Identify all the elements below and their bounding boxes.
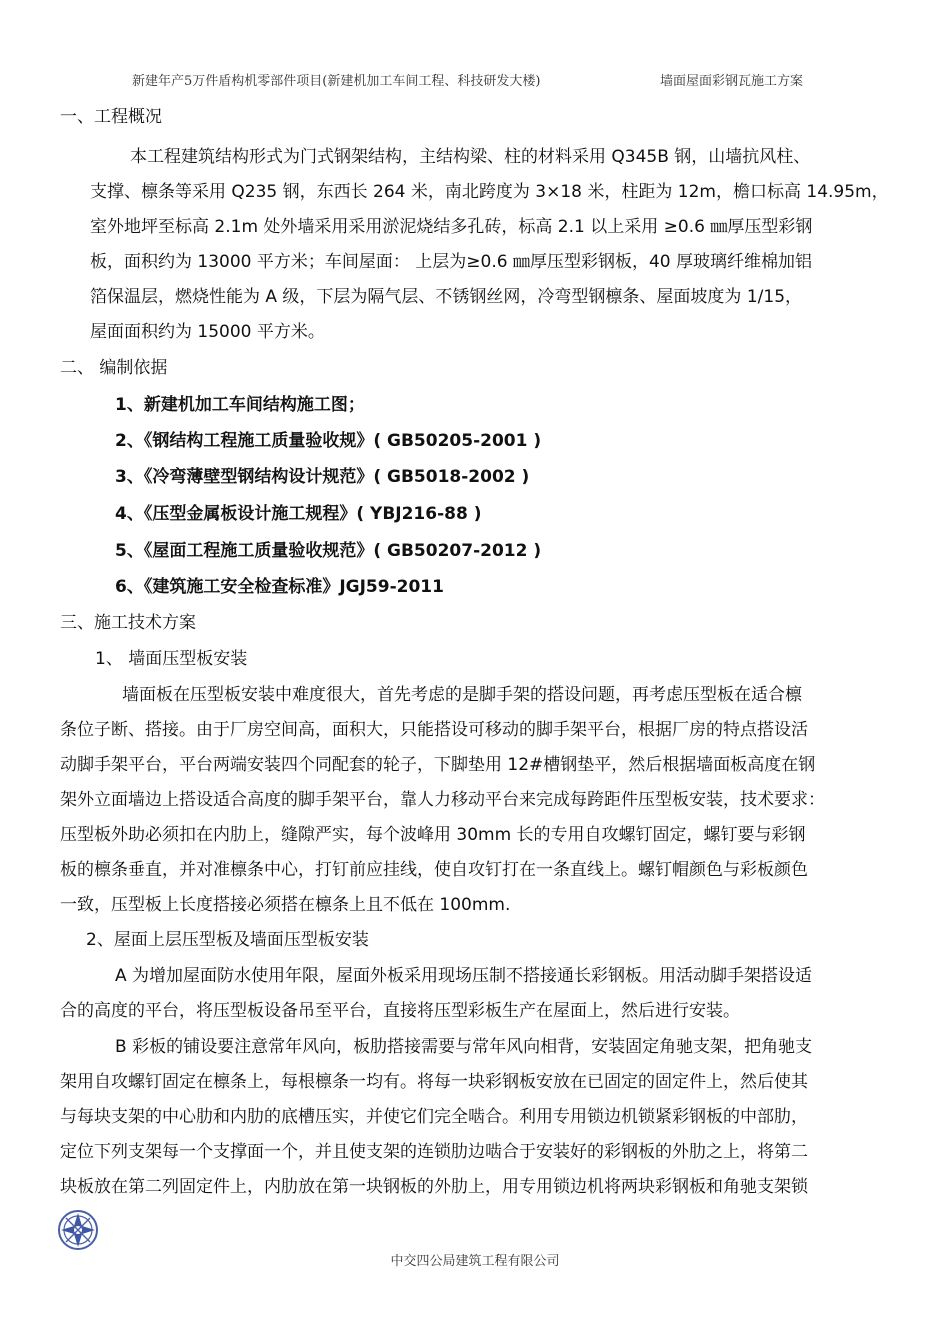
paragraph-line: 条位子断、搭接。由于厂房空间高，面积大，只能搭设可移动的脚手架平台，根据厂房的特点搭设活 bbox=[60, 720, 808, 740]
page-header bbox=[0, 70, 950, 92]
paragraph-line: 与每块支架的中心肋和内肋的底槽压实，并使它们完全啮合。利用专用锁边机锁紧彩钢板的中部肋， bbox=[60, 1107, 808, 1127]
reference-item: 5、《屋面工程施工质量验收规范》( GB50207-2012 ) bbox=[115, 541, 542, 561]
reference-item: 2、《钢结构工程施工质量验收规》( GB50205-2001 ) bbox=[115, 431, 542, 451]
section-1-title: 一、工程概况 bbox=[60, 107, 162, 127]
paragraph-line: 箔保温层，燃烧性能为 A 级，下层为隔气层、不锈钢丝网，冷弯型钢檩条、屋面坡度为 1/15， bbox=[90, 287, 803, 307]
paragraph-line: 架用自攻螺钉固定在檩条上，每根檩条一均有。将每一块彩钢板安放在已固定的固定件上，然后使其 bbox=[60, 1072, 808, 1092]
section-2-title: 二、 编制依据 bbox=[60, 358, 168, 378]
reference-item: 3、《冷弯薄壁型钢结构设计规范》( GB5018-2002 ) bbox=[115, 467, 530, 487]
company-logo-icon bbox=[56, 1208, 100, 1252]
subsection-1-title: 1、 墙面压型板安装 bbox=[95, 649, 248, 669]
paragraph-line: 屋面面积约为 15000 平方米。 bbox=[90, 322, 325, 342]
paragraph-line: 动脚手架平台，平台两端安装四个同配套的轮子，下脚垫用 12#槽钢垫平，然后根据墙面板高度在钢 bbox=[60, 755, 816, 775]
reference-item: 1、新建机加工车间结构施工图； bbox=[115, 395, 365, 415]
paragraph-line: 一致，压型板上长度搭接必须搭在檩条上且不低在 100mm. bbox=[60, 895, 511, 915]
reference-item: 6、《建筑施工安全检查标准》JGJ59-2011 bbox=[115, 577, 444, 597]
subsection-2-title: 2、屋面上层压型板及墙面压型板安装 bbox=[86, 930, 369, 950]
paragraph-line: B 彩板的铺设要注意常年风向，板肋搭接需要与常年风向相背，安装固定角驰支架，把角驰支 bbox=[115, 1037, 813, 1057]
paragraph-line: 块板放在第二列固定件上，内肋放在第一块钢板的外肋上，用专用锁边机将两块彩钢板和角驰支架锁 bbox=[60, 1177, 808, 1197]
paragraph-line: 压型板外助必须扣在内肋上，缝隙严实，每个波峰用 30mm 长的专用自攻螺钉固定，螺钉要与彩钢 bbox=[60, 825, 806, 845]
paragraph-line: A 为增加屋面防水使用年限，屋面外板采用现场压制不搭接通长彩钢板。用活动脚手架搭设适 bbox=[115, 966, 813, 986]
header-project-title: 新建年产5万件盾构机零部件项目(新建机加工车间工程、科技研发大楼) bbox=[132, 74, 541, 89]
paragraph-line: 架外立面墙边上搭设适合高度的脚手架平台，靠人力移动平台来完成每跨距件压型板安装，技术要求： bbox=[60, 790, 825, 810]
paragraph-line: 合的高度的平台，将压型板设备吊至平台，直接将压型彩板生产在屋面上，然后进行安装。 bbox=[60, 1001, 740, 1021]
paragraph-line: 板的檩条垂直，并对准檩条中心，打钉前应挂线，使自攻钉打在一条直线上。螺钉帽颜色与彩板颜色 bbox=[60, 860, 808, 880]
paragraph-line: 室外地坪至标高 2.1m 处外墙采用采用淤泥烧结多孔砖，标高 2.1 以上采用 ≥0.6 ㎜厚压型彩钢 bbox=[90, 217, 813, 237]
section-3-title: 三、施工技术方案 bbox=[60, 613, 196, 633]
header-doc-title: 墙面屋面彩钢瓦施工方案 bbox=[660, 74, 804, 89]
footer-company-name: 中交四公局建筑工程有限公司 bbox=[390, 1254, 560, 1269]
paragraph-line: 板，面积约为 13000 平方米；车间屋面： 上层为≥0.6 ㎜厚压型彩钢板，40 厚玻璃纤维棉加铝 bbox=[90, 252, 813, 272]
paragraph-line: 定位下列支架每一个支撑面一个，并且使支架的连锁肋边啮合于安装好的彩钢板的外肋之上，将第二 bbox=[60, 1142, 808, 1162]
paragraph-line: 支撑、檩条等采用 Q235 钢，东西长 264 米，南北跨度为 3×18 米，柱距为 12m，檐口标高 14.95m， bbox=[90, 182, 889, 202]
paragraph-line: 墙面板在压型板安装中难度很大，首先考虑的是脚手架的搭设问题，再考虑压型板在适合檩 bbox=[122, 685, 802, 705]
reference-item: 4、《压型金属板设计施工规程》( YBJ216-88 ) bbox=[115, 504, 482, 524]
paragraph-line: 本工程建筑结构形式为门式钢架结构，主结构梁、柱的材料采用 Q345B 钢，山墙抗风柱、 bbox=[130, 147, 811, 167]
